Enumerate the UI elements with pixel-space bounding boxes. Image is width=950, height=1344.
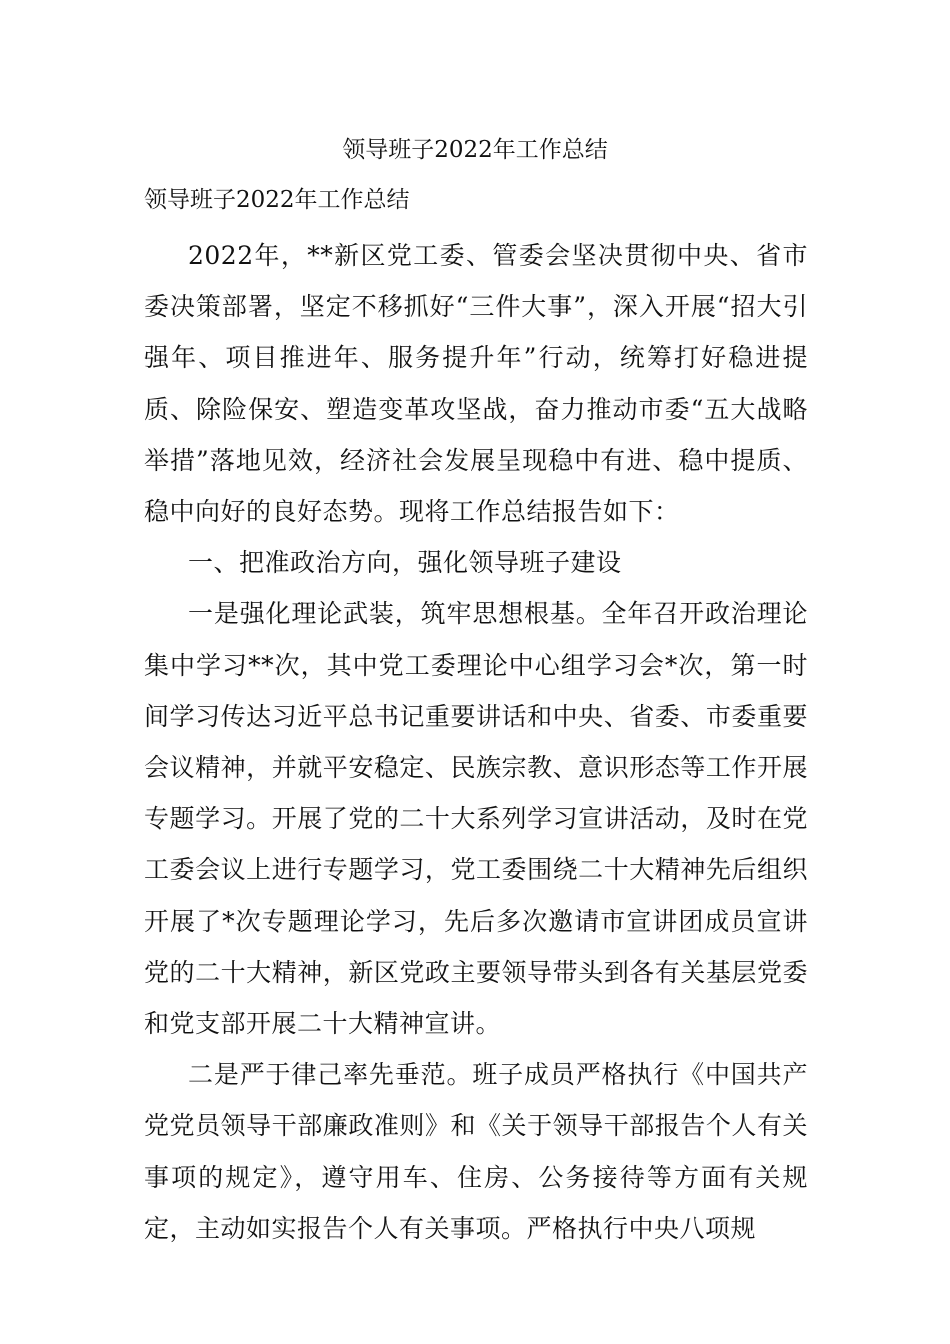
document-body	[144, 180, 808, 1254]
section-heading: 一、把准政治方向，强化领导班子建设	[188, 548, 622, 578]
document-subtitle: 领导班子2022年工作总结	[144, 187, 410, 213]
intro-paragraph: 2022年，**新区党工委、管委会坚决贯彻中央、省市委决策部署，坚定不移抓好“三件大事”，深入开展“招大引强年、项目推进年、服务提升年”行动，统筹打好稳进提质、除险保安、塑造变革攻坚战，奋力推动市委“五大战略举措”落地见效，经济社会发展呈现稳中有进、稳中提质、稳中向好的良好态势。现将工作总结报告如下：	[144, 241, 808, 527]
body-paragraph: 二是严于律己率先垂范。班子成员严格执行《中国共产党党员领导干部廉政准则》和《关于领导干部报告个人有关事项的规定》，遵守用车、住房、公务接待等方面有关规定，主动如实报告个人有关事项。严格执行中央八项规	[144, 1060, 808, 1243]
document-title: 领导班子2022年工作总结	[342, 137, 608, 163]
body-paragraph: 一是强化理论武装，筑牢思想根基。全年召开政治理论集中学习**次，其中党工委理论中心组学习会*次，第一时间学习传达习近平总书记重要讲话和中央、省委、市委重要会议精神，并就平安稳定、民族宗教、意识形态等工作开展专题学习。开展了党的二十大系列学习宣讲活动，及时在党工委会议上进行专题学习，党工委围绕二十大精神先后组织开展了*次专题理论学习，先后多次邀请市宣讲团成员宣讲党的二十大精神，新区党政主要领导带头到各有关基层党委和党支部开展二十大精神宣讲。	[144, 599, 808, 1039]
